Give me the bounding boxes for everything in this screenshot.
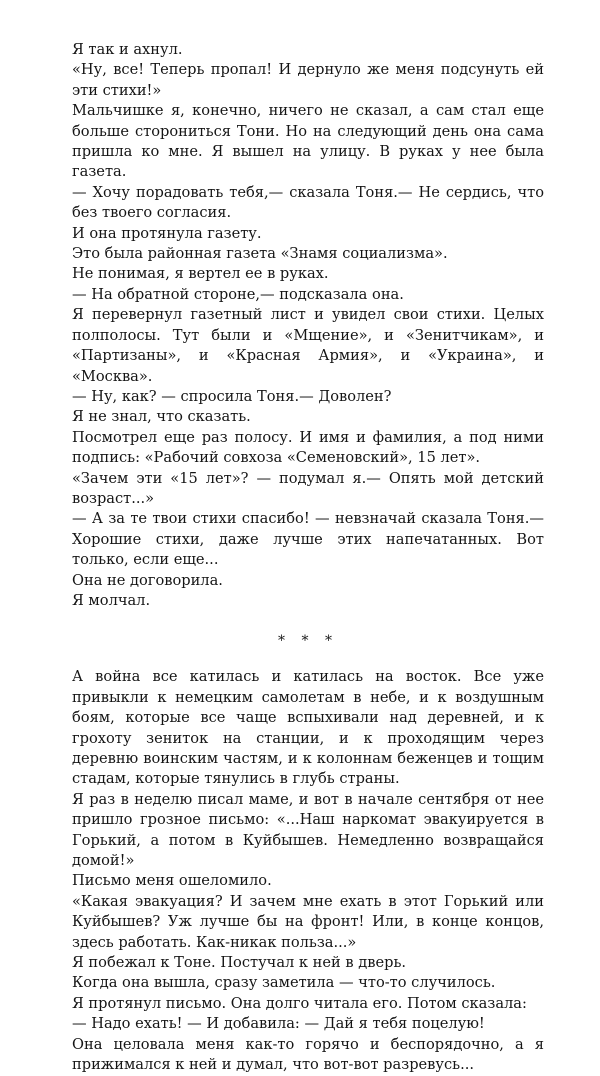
paragraph: Я молчал. bbox=[72, 591, 151, 609]
paragraph: Не понимая, я вертел ее в руках. bbox=[72, 265, 329, 283]
paragraph: Она не договорила. bbox=[72, 571, 223, 589]
paragraph: Это была районная газета «Знамя социализма». bbox=[72, 245, 448, 263]
paragraph: — На обратной стороне,— подсказала она. bbox=[72, 285, 404, 303]
paragraph: Я раз в неделю писал маме, и вот в начале сентября от нее пришло грозное письмо: «...Наш наркомат эвакуируется в Горький, а потом в Куйбышев. Немедленно возвращайся домой!» bbox=[72, 790, 544, 870]
book-page bbox=[72, 40, 544, 1076]
paragraph: Я протянул письмо. Она долго читала его. Потом сказала: bbox=[72, 994, 527, 1012]
paragraph: Когда она вышла, сразу заметила — что-то случилось. bbox=[72, 974, 496, 992]
paragraph: Письмо меня ошеломило. bbox=[72, 872, 272, 890]
paragraph: — Надо ехать! — И добавила: — Дай я тебя поцелую! bbox=[72, 1015, 485, 1033]
section-separator: * * * bbox=[278, 633, 338, 650]
paragraph: — Ну, как? — спросила Тоня.— Доволен? bbox=[72, 387, 392, 405]
paragraph: Она целовала меня как-то горячо и беспорядочно, а я прижимался к ней и думал, что вот-вот разревусь... bbox=[72, 1035, 544, 1074]
paragraph: Посмотрел еще раз полосу. И имя и фамилия, а под ними подпись: «Рабочий совхоза «Семеновский», 15 лет». bbox=[72, 428, 544, 467]
paragraph: «Какая эвакуация? И зачем мне ехать в этот Горький или Куйбышев? Уж лучше бы на фронт! Или, в конце концов, здесь работать. Как-никак польза...» bbox=[72, 892, 544, 951]
paragraph: Мальчишке я, конечно, ничего не сказал, а сам стал еще больше сторониться Тони. Но на следующий день она сама пришла ко мне. Я вышел на улицу. В руках у нее была газета. bbox=[72, 102, 544, 181]
paragraph: Я побежал к Тоне. Постучал к ней в дверь. bbox=[72, 954, 407, 972]
paragraph: А война все катилась и катилась на восток. Все уже привыкли к немецким самолетам в небе, и к воздушным боям, которые все чаще вспыхивали над деревней, и к грохоту зениток на станции, и к проходящим через деревню воинским частям, и к колоннам беженцев и тощим стадам, которые тянулись в глубь страны. bbox=[72, 668, 544, 788]
paragraph: «Зачем эти «15 лет»? — подумал я.— Опять мой детский возраст...» bbox=[72, 469, 544, 507]
paragraph: И она протянула газету. bbox=[72, 224, 262, 242]
paragraph: — Хочу порадовать тебя,— сказала Тоня.— Не сердись, что без твоего согласия. bbox=[72, 183, 544, 222]
paragraph: Я перевернул газетный лист и увидел свои стихи. Целых полполосы. Тут были и «Мщение», и «Зенитчикам», и «Партизаны», и «Красная Армия», и «Украина», и «Москва». bbox=[72, 306, 544, 385]
paragraph: «Ну, все! Теперь пропал! И дернуло же меня подсунуть ей эти стихи!» bbox=[72, 61, 544, 99]
paragraph: — А за те твои стихи спасибо! — невзначай сказала Тоня.— Хорошие стихи, даже лучше этих напечатанных. Вот только, если еще... bbox=[72, 510, 544, 569]
paragraph: Я не знал, что сказать. bbox=[72, 408, 251, 426]
paragraph: Я так и ахнул. bbox=[72, 41, 183, 58]
